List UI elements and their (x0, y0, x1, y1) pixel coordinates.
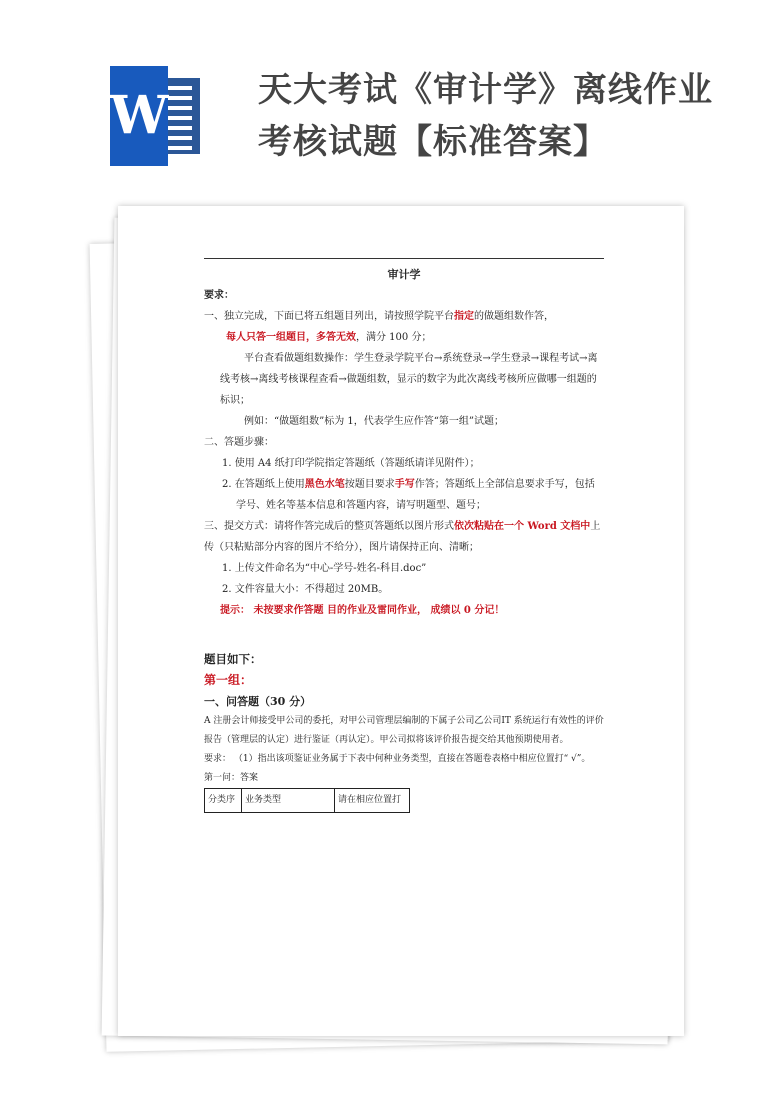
answer-label: 第一问：答案 (204, 773, 259, 783)
title-line-1: 天大考试《审计学》离线作业 (258, 70, 713, 110)
step2-handwrite-highlight: 手写 (394, 479, 415, 490)
requirement-1-line2 (204, 327, 604, 348)
document-title: 审计学 (387, 268, 421, 281)
step-2 (204, 474, 604, 516)
req1-score: ，满分 100 分； (356, 332, 432, 343)
req1-rule-highlight: 每人只答一组题目，多答无效 (226, 332, 356, 343)
table-header-cell: 分类序 (205, 789, 242, 813)
step-1: 1. 使用 A4 纸打印学院指定答题纸（答题纸请详见附件）； (222, 458, 480, 469)
word-icon (110, 66, 202, 166)
requirements-label: 要求： (204, 290, 234, 301)
word-logo-letter: W (110, 66, 168, 166)
step2-text: 2. 在答题纸上使用 (222, 479, 305, 490)
requirement-3 (204, 516, 604, 558)
upload-naming: 1. 上传文件命名为“中心-学号-姓名-科目.doc” (222, 563, 427, 574)
title-line-2: 考核试题【标准答案】 (258, 122, 608, 162)
req3-highlight: 依次粘贴在一个 Word 文档中 (454, 521, 591, 532)
question-section-heading: 一、问答题（30 分） (204, 695, 312, 708)
req1-text: 一、独立完成，下面已将五组题目列出，请按照学院平台 (204, 311, 454, 322)
document-page (118, 206, 684, 1036)
questions-heading: 题目如下： (204, 652, 262, 666)
req3-end: 上传（只粘贴部分内容的图片不给分），图片请保持正向、清晰； (204, 521, 601, 553)
question-requirement: 要求： （1）指出该项鉴证业务属于下表中何种业务类型，直接在答题卷表格中相应位置打“ √”。 (204, 754, 591, 764)
requirement-2: 二、答题步骤： (204, 437, 274, 448)
warning-tip: 提示： 未按要求作答题 目的作业及雷同作业， 成绩以 0 分记！ (220, 605, 505, 616)
document-content (204, 258, 604, 813)
group-heading: 第一组： (204, 673, 253, 687)
table-header-cell: 请在相应位置打 (335, 789, 410, 813)
question-body: A 注册会计师接受甲公司的委托，对甲公司管理层编制的下属子公司乙公司IT 系统运行有效性的评价报告（管理层的认定）进行鉴证（再认定）。甲公司拟将该评价报告提交给其他预期使用者。 (204, 716, 604, 745)
step2-pen-highlight: 黑色水笔 (304, 479, 345, 490)
page-title (258, 64, 768, 168)
table-header-cell: 业务类型 (242, 789, 335, 813)
example-note: 例如：“做题组数”标为 1，代表学生应作答“第一组”试题； (244, 416, 504, 427)
step2-mid: 按题目要求 (344, 479, 395, 490)
req3-text: 三、提交方式：请将作答完成后的整页答题纸以图片形式 (204, 521, 454, 532)
requirement-1 (204, 306, 604, 327)
table-row (205, 789, 410, 813)
header-rule (204, 258, 604, 259)
step2-end: 作答；答题纸上全部信息要求手写，包括学号、姓名等基本信息和答题内容，请写明题型、题号； (236, 479, 595, 511)
platform-instructions: 平台查看做题组数操作：学生登录学院平台→系统登录→学生登录→课程考试→离线考核→离线考核课程查看→做题组数，显示的数字为此次离线考核所应做哪一组题的标识； (220, 353, 598, 406)
req1-text-end: 的做题组数作答， (474, 311, 554, 322)
answer-table (204, 788, 410, 813)
req1-highlight: 指定 (454, 311, 474, 322)
upload-size: 2. 文件容量大小：不得超过 20MB。 (222, 584, 389, 595)
